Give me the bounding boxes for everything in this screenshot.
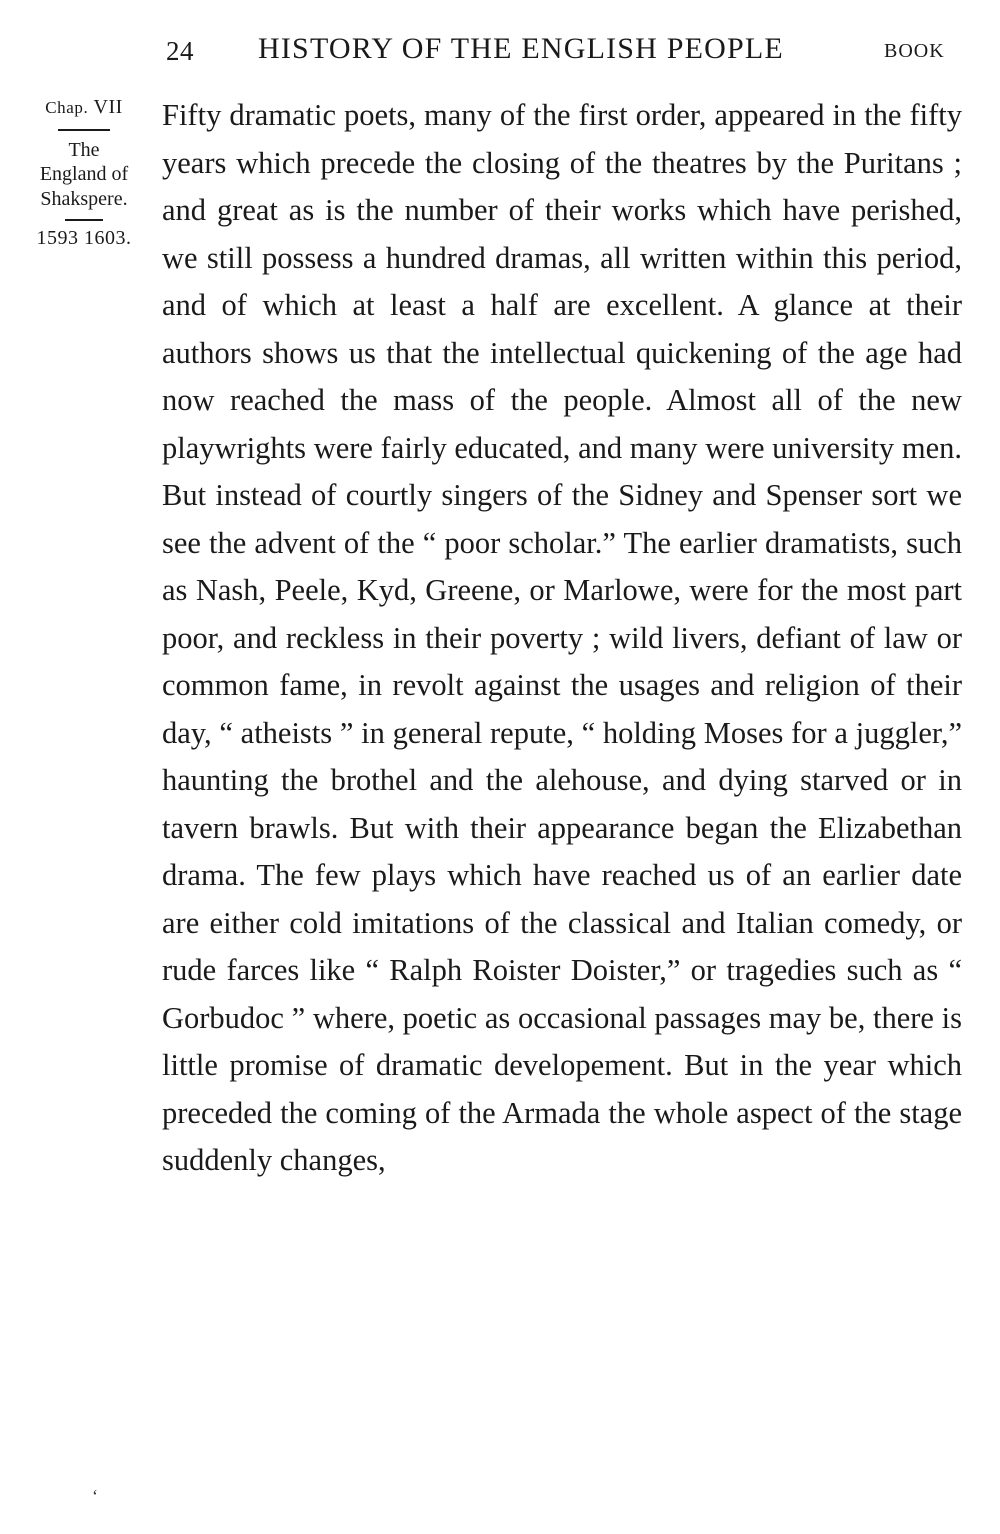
margin-note-topic [16, 138, 152, 212]
page-number: 24 [166, 36, 194, 66]
running-head [0, 18, 1000, 64]
book-label: BOOK [884, 40, 945, 62]
running-title: HISTORY OF THE ENGLISH PEOPLE [258, 32, 784, 65]
page-tick-mark: ‘ [92, 1486, 98, 1506]
margin-notes [16, 96, 152, 251]
margin-rule-top [58, 129, 110, 131]
body-text-column [162, 92, 962, 1185]
margin-rule-bottom [65, 219, 103, 221]
margin-note-dates: 1593 1603. [36, 226, 132, 249]
topic-line-1: The [68, 138, 100, 161]
chapter-number: VII [93, 96, 123, 118]
chapter-prefix: Chap. [45, 98, 89, 117]
topic-line-3: Shakspere. [40, 188, 128, 211]
margin-note-chapter [16, 96, 152, 120]
topic-line-2: England of [39, 163, 129, 186]
body-paragraph: Fifty dramatic poets, many of the first order, appeared in the fifty years which precede the closing of the theatres by the Puritans ; and great as is the number of their works which have perished, we still possess a hundred dramas, all written within this period, and of which at least a half are excellent. A glance at their authors shows us that the intellectual quickening of the age had now reached the mass of the people. Almost all of the new playwrights were fairly educated, and many were university men. But instead of courtly singers of the Sidney and Spenser sort we see the advent of the “ poor scholar.” The earlier dramatists, such as Nash, Peele, Kyd, Greene, or Marlowe, were for the most part poor, and reckless in their poverty ; wild livers, defiant of law or common fame, in revolt against the usages and religion of their day, “ atheists ” in general repute, “ holding Moses for a juggler,” haunting the brothel and the alehouse, and dying starved or in tavern brawls. But with their appearance began the Elizabethan drama. The few plays which have reached us of an earlier date are either cold imitations of the classical and Italian comedy, or rude farces like “ Ralph Roister Doister,” or tragedies such as “ Gorbudoc ” where, poetic as occasional passages may be, there is little promise of dramatic developement. But in the year which preceded the coming of the Armada the whole aspect of the stage suddenly changes, [162, 98, 962, 1177]
